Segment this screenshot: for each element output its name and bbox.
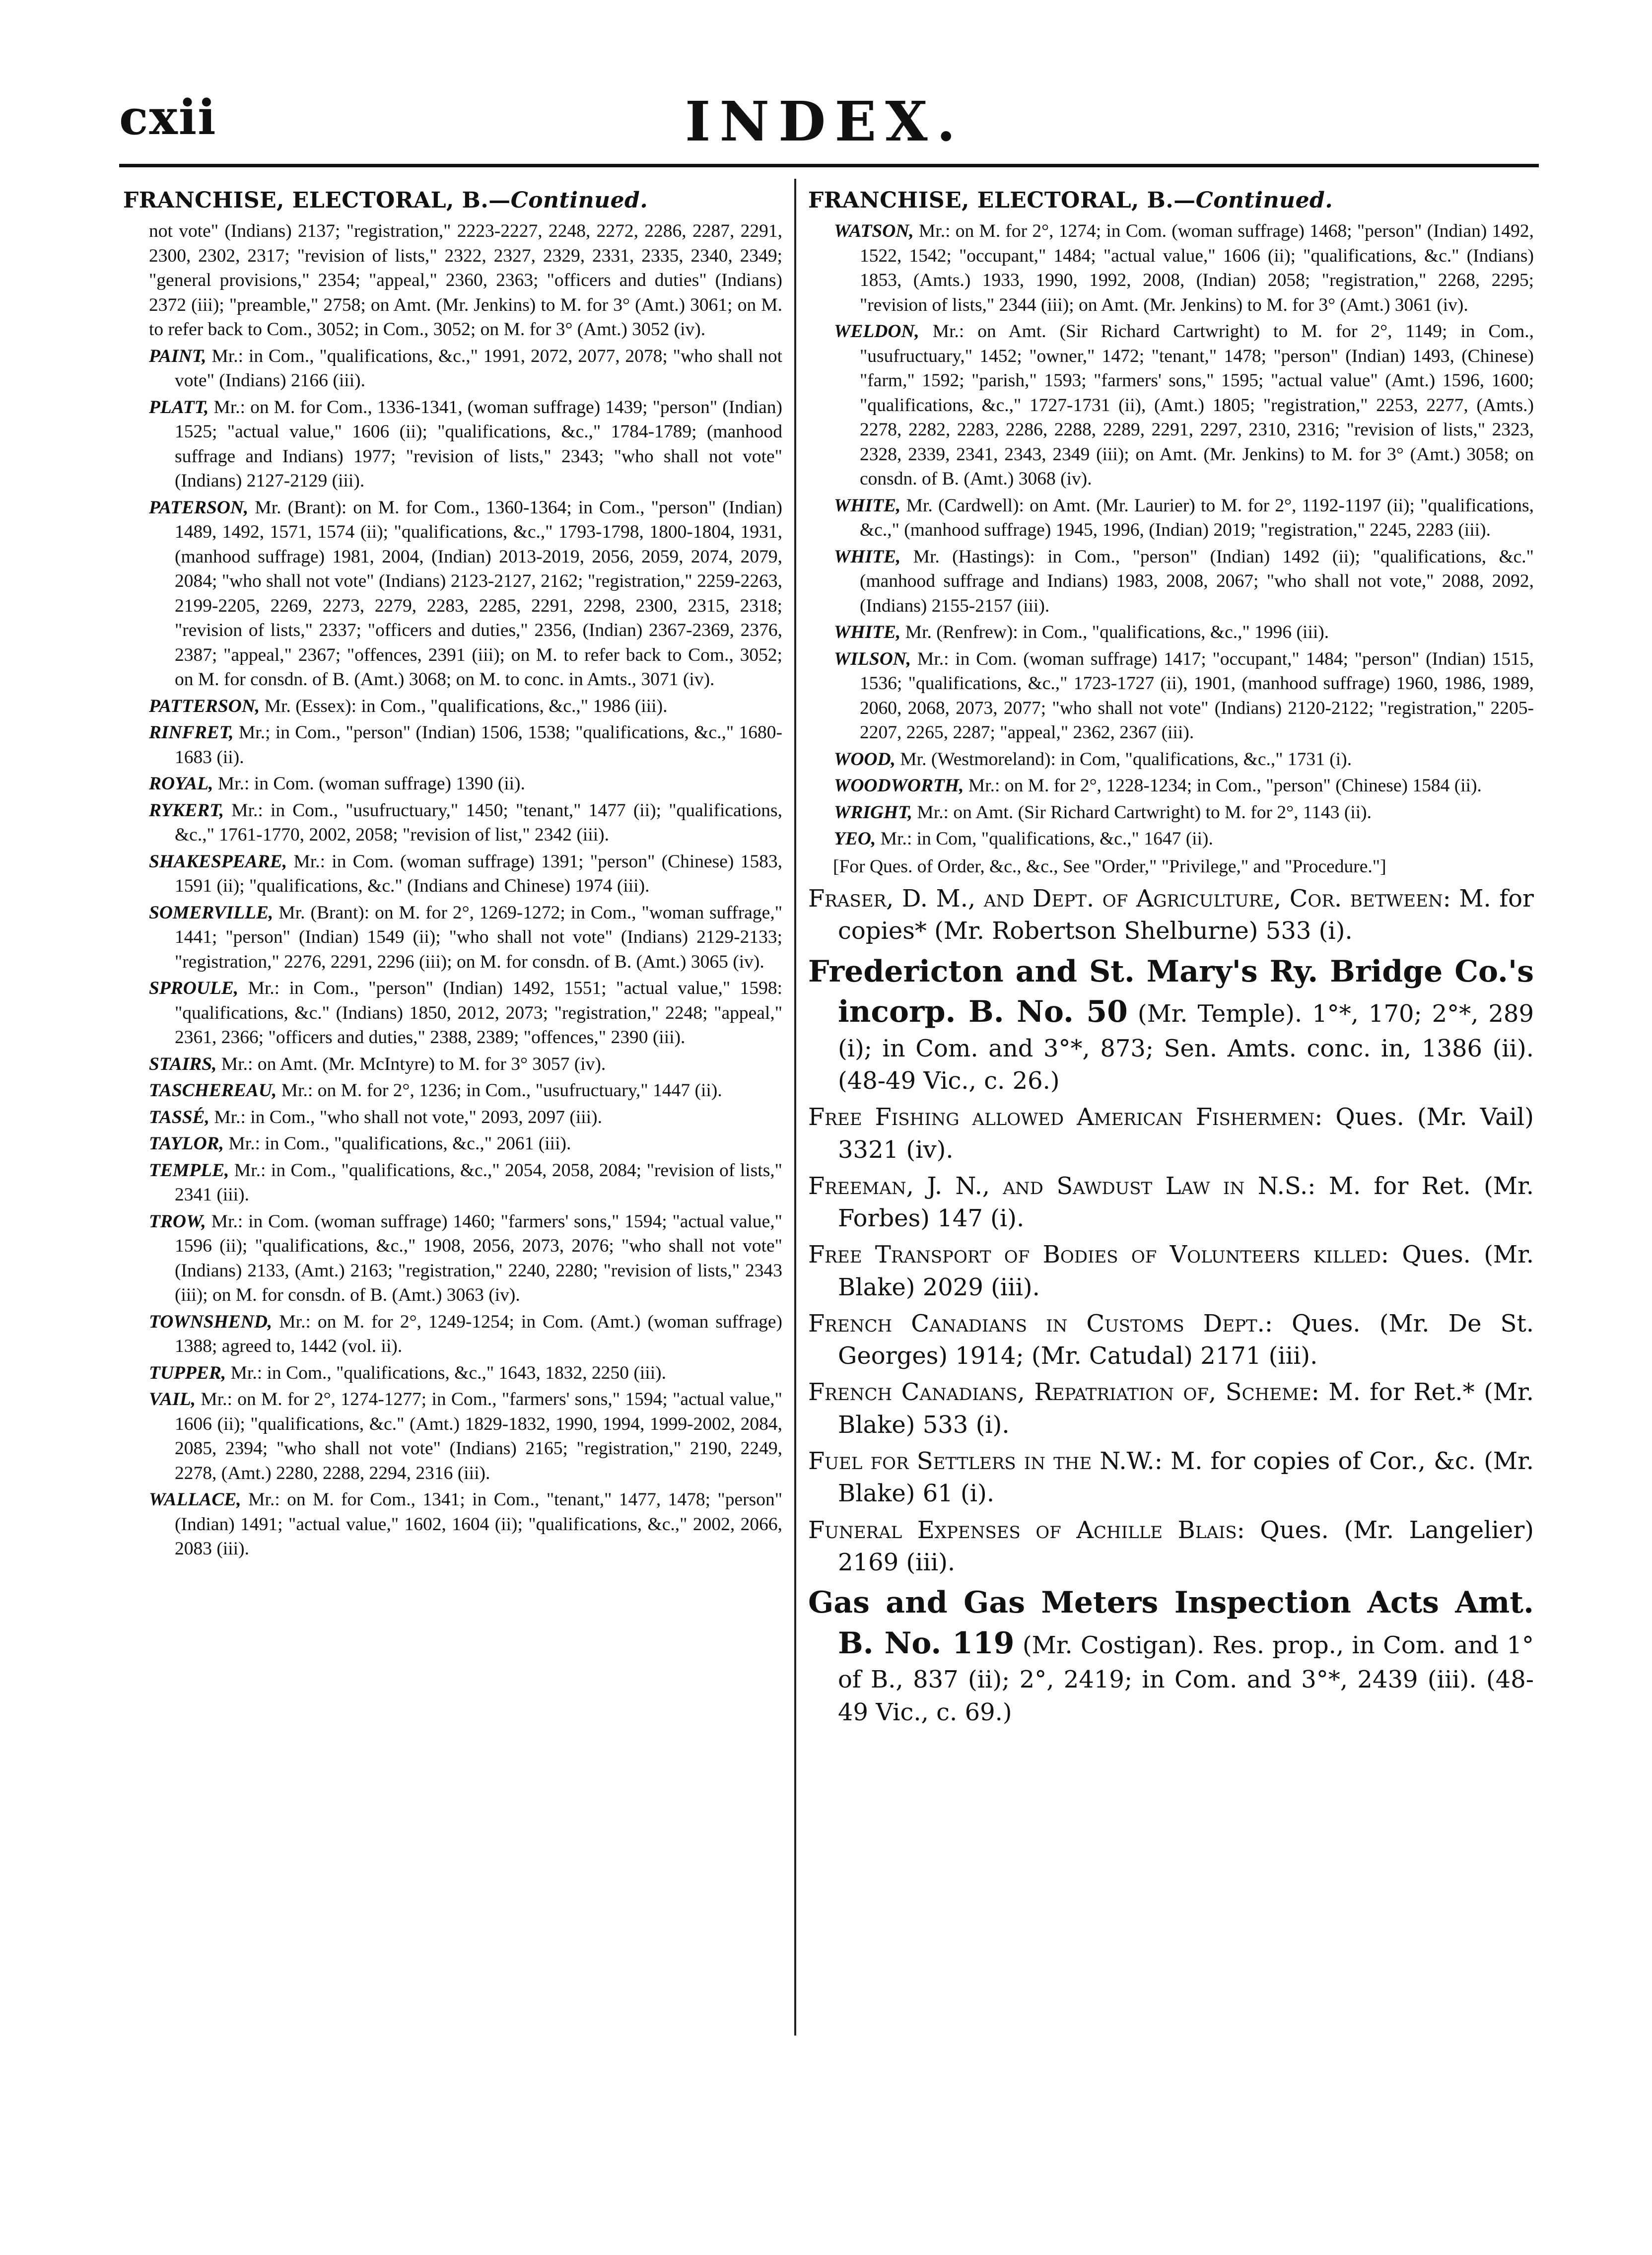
entry-text: Mr.: in Com., "who shall not vote," 2093, 2097 (iii).	[209, 1107, 602, 1128]
entry-text: Mr.: in Com., "qualifications, &c.," 2054, 2058, 2084; "revision of lists," 2341 (iii).	[175, 1160, 782, 1205]
main-entry-heading: Free Fishing allowed American Fishermen:	[808, 1103, 1323, 1131]
index-entry	[149, 1158, 782, 1207]
entry-text: Mr.: in Com., "qualifications, &c.," 1991, 2072, 2077, 2078; "who shall not vote" (Indians) 2166 (iii).	[175, 346, 782, 391]
index-entry	[149, 1361, 782, 1386]
main-entry-text: M. for copies of Cor., &c. (Mr. Blake) 61 (i).	[838, 1447, 1534, 1508]
index-entry	[149, 798, 782, 847]
entry-name: TROW,	[149, 1211, 206, 1232]
entry-text: Mr.: in Com, "qualifications, &c.," 1647 (ii).	[876, 829, 1213, 849]
entry-name: ROYAL,	[149, 774, 213, 794]
entry-name: TOWNSHEND,	[149, 1311, 273, 1332]
header-rule	[119, 164, 1539, 167]
entry-name: WRIGHT,	[834, 802, 913, 823]
entry-text: Mr.; in Com., "person" (Indian) 1506, 1538; "qualifications, &c.," 1680-1683 (ii).	[175, 722, 782, 768]
index-entry	[834, 319, 1534, 492]
entry-text: Mr.: on M. for Com., 1336-1341, (woman suffrage) 1439; "person" (Indian) 1525; "actual value," 1606 (ii); "qualifications, &c.," 1784-1789; (manhood suffrage and Indians) 1977; "revision of lists," 2343; "who shall not vote" (Indians) 2127-2129 (iii).	[175, 397, 782, 492]
entry-text: Mr.: on M. for 2°, 1274; in Com. (woman suffrage) 1468; "person" (Indian) 1492, 1522, 1542; "occupant," 1484; "actual value," 1606 (ii); "qualifications, &c." (Indians) 1853, (Amts.) 1933, 1990, 1992, 2008, (Indian) 2058; "registration," 2268, 2295; "revision of lists," 2344 (iii); on Amt. (Mr. Jenkins) to M. for 3° (Amt.) 3061 (iv).	[860, 221, 1534, 315]
index-entry	[149, 976, 782, 1050]
entry-text: Mr. (Essex): in Com., "qualifications, &c.," 1986 (iii).	[260, 696, 668, 716]
entry-name: SHAKESPEARE,	[149, 851, 287, 872]
main-entry-heading: Gas and Gas Meters Inspection Acts Amt. B. No. 119	[808, 1585, 1534, 1661]
index-entry	[834, 747, 1534, 772]
index-entry	[834, 219, 1534, 317]
main-entries	[808, 883, 1534, 1729]
entry-text: Mr.: in Com., "qualifications, &c.," 1643, 1832, 2250 (iii).	[226, 1362, 667, 1383]
index-entry	[149, 1387, 782, 1485]
entry-text: Mr.: on M. for 2°, 1249-1254; in Com. (Amt.) (woman suffrage) 1388; agreed to, 1442 (vol. ii).	[175, 1311, 782, 1357]
index-entry	[834, 493, 1534, 543]
column-divider	[794, 179, 796, 2036]
entry-text: Mr. (Brant): on M. for 2°, 1269-1272; in Com., "woman suffrage," 1441; "person" (Indian) 1549 (ii); "who shall not vote" (Indians) 2129-2133; "registration," 2276, 2291, 2296 (iii); on M. for consdn. of B. (Amt.) 3065 (iv).	[175, 902, 782, 972]
main-index-entry	[808, 1583, 1534, 1729]
index-entry	[149, 395, 782, 493]
entry-name: PATTERSON,	[149, 696, 260, 716]
entry-text: Mr.: on Amt. (Sir Richard Cartwright) to M. for 2°, 1143 (ii).	[912, 802, 1372, 823]
entry-name: WILSON,	[834, 648, 911, 669]
main-entry-heading: Funeral Expenses of Achille Blais:	[808, 1516, 1245, 1544]
entry-text: Mr.: in Com. (woman suffrage) 1460; "farmers' sons," 1594; "actual value," 1596 (ii); "qualifications, &c.," 1908, 2056, 2073, 2076; "who shall not vote" (Indians) 2133, (Amt.) 2163; "registration," 2240, 2280; "revision of lists," 2343 (iii); on M. for consdn. of B. (Amt.) 3063 (iv).	[175, 1211, 782, 1306]
entry-name: TUPPER,	[149, 1362, 226, 1383]
main-index-entry	[808, 1239, 1534, 1304]
index-entry	[149, 720, 782, 770]
main-entry-heading: French Canadians, Repatriation of, Scheme:	[808, 1378, 1319, 1407]
cross-reference-note: [For Ques. of Order, &c., &c., See "Order," "Privilege," and "Procedure."]	[833, 856, 1386, 877]
index-entry	[149, 772, 782, 796]
index-entry	[149, 495, 782, 692]
main-entry-text: M. for copies* (Mr. Robertson Shelburne) 533 (i).	[838, 885, 1534, 945]
entry-name: PLATT,	[149, 397, 209, 418]
entry-text: Mr.: on M. for 2°, 1228-1234; in Com., "person" (Chinese) 1584 (ii).	[964, 775, 1482, 796]
main-index-entry	[808, 1514, 1534, 1579]
index-entry	[149, 694, 782, 719]
entry-text: Mr.: in Com., "qualifications, &c.," 2061 (iii).	[224, 1133, 571, 1154]
main-index-entry	[808, 952, 1534, 1098]
main-index-entry	[808, 1445, 1534, 1510]
entry-name: WHITE,	[834, 546, 901, 567]
entry-text: Mr.: on Amt. (Mr. McIntyre) to M. for 3° 3057 (iv).	[216, 1054, 606, 1074]
entry-text: Mr. (Cardwell): on Amt. (Mr. Laurier) to M. for 2°, 1192-1197 (ii); "qualifications, &c.," (manhood suffrage) 1945, 1996, (Indian) 2019; "registration," 2245, 2283 (iii).	[860, 495, 1534, 541]
index-entry	[834, 774, 1534, 798]
left-column	[123, 186, 782, 1563]
main-entry-text: M. for Ret. (Mr. Forbes) 147 (i).	[838, 1172, 1534, 1233]
main-index-entry	[808, 1170, 1534, 1235]
left-entries	[123, 344, 782, 1561]
main-entry-text: Ques. (Mr. Langelier) 2169 (iii).	[838, 1516, 1534, 1576]
entry-name: SOMERVILLE,	[149, 902, 274, 923]
entry-text: Mr.: in Com. (woman suffrage) 1391; "person" (Chinese) 1583, 1591 (ii); "qualifications, &c." (Indians and Chinese) 1974 (iii).	[175, 851, 782, 897]
index-entry	[834, 800, 1534, 825]
main-index-entry	[808, 1376, 1534, 1441]
entry-name: WOOD,	[834, 749, 895, 770]
index-entry	[149, 1310, 782, 1359]
index-entry	[834, 827, 1534, 851]
main-entry-text: (Mr. Temple). 1°*, 170; 2°*, 289 (i); in Com. and 3°*, 873; Sen. Amts. conc. in, 1386 (ii). (48-49 Vic., c. 26.)	[838, 1000, 1534, 1095]
entry-text: Mr.: in Com. (woman suffrage) 1390 (ii).	[213, 774, 525, 794]
main-entry-text: Ques. (Mr. Vail) 3321 (iv).	[838, 1103, 1534, 1164]
page-number: cxii	[119, 89, 217, 145]
entry-name: WHITE,	[834, 495, 901, 516]
index-entry	[149, 344, 782, 393]
entry-name: STAIRS,	[149, 1054, 217, 1074]
main-index-entry	[808, 1308, 1534, 1373]
entry-name: TEMPLE,	[149, 1160, 229, 1181]
index-entry	[834, 620, 1534, 645]
entry-name: TASSÉ,	[149, 1107, 209, 1128]
main-entry-text: Ques. (Mr. De St. Georges) 1914; (Mr. Catudal) 2171 (iii).	[838, 1309, 1534, 1370]
index-entry	[834, 647, 1534, 745]
index-entry	[149, 1078, 782, 1103]
main-entry-heading: Fuel for Settlers in the N.W.:	[808, 1447, 1163, 1475]
entry-text: Mr.: on M. for 2°, 1236; in Com., "usufructuary," 1447 (ii).	[276, 1080, 722, 1101]
entry-text: Mr. (Renfrew): in Com., "qualifications, &c.," 1996 (iii).	[900, 622, 1329, 643]
main-entry-text: M. for Ret.* (Mr. Blake) 533 (i).	[838, 1378, 1534, 1439]
entry-name: WHITE,	[834, 622, 901, 643]
entry-text: Mr.: in Com., "person" (Indian) 1492, 1551; "actual value," 1598: "qualifications, &c." (Indians) 1850, 2012, 2073; "registration," 2248; "appeal," 2361, 2366; "officers and duties," 2388, 2389; "offences," 2390 (iii).	[175, 978, 782, 1048]
entry-name: WELDON,	[834, 321, 919, 342]
entry-text: Mr.: on Amt. (Sir Richard Cartwright) to M. for 2°, 1149; in Com., "usufructuary," 1452; "owner," 1472; "tenant," 1478; "person" (Indian) 1493, (Chinese) "farm," 1592; "parish," 1593; "farmers' sons," 1595; "actual value" (Amt.) 1596, 1600; "qualifications, &c.," 1727-1731 (ii), (Amt.) 1805; "registration," 2253, 2277, (Amts.) 2278, 2282, 2283, 2286, 2288, 2289, 2291, 2297, 2310, 2316; "revision of lists," 2323, 2328, 2339, 2341, 2343, 2349 (iii); on Amt. (Mr. Jenkins) to M. for 3° (Amt.) 3058; on consdn. of B. (Amt.) 3068 (iv).	[860, 321, 1534, 490]
entry-text: Mr. (Hastings): in Com., "person" (Indian) 1492 (ii); "qualifications, &c." (manhood suffrage and Indians) 1983, 2008, 2067; "who shall not vote," 2088, 2092, (Indians) 2155-2157 (iii).	[860, 546, 1534, 616]
right-column	[808, 186, 1534, 1733]
main-entry-heading: Fredericton and St. Mary's Ry. Bridge Co.'s incorp. B. No. 50	[808, 954, 1534, 1030]
entry-name: TASCHEREAU,	[149, 1080, 277, 1101]
index-entry	[149, 1131, 782, 1156]
entry-name: WALLACE,	[149, 1489, 241, 1510]
main-entry-heading: Fraser, D. M., and Dept. of Agriculture, Cor. between:	[808, 885, 1451, 913]
main-index-entry	[808, 883, 1534, 948]
entry-name: RYKERT,	[149, 800, 224, 821]
entry-name: TAYLOR,	[149, 1133, 224, 1154]
entry-text: Mr.: on M. for 2°, 1274-1277; in Com., "farmers' sons," 1594; "actual value," 1606 (ii); "qualifications, &c." (Amt.) 1829-1832, 1990, 1994, 1999-2002, 2084, 2085, 2394; "who shall not vote" (Indians) 2165; "registration," 2190, 2249, 2278, (Amt.) 2280, 2288, 2294, 2316 (iii).	[175, 1389, 782, 1483]
index-entry	[149, 901, 782, 975]
entry-name: WATSON,	[834, 221, 914, 242]
page-title: INDEX.	[685, 89, 964, 153]
entry-text: Mr.: on M. for Com., 1341; in Com., "tenant," 1477, 1478; "person" (Indian) 1491; "actual value," 1602, 1604 (ii); "qualifications, &c.," 2002, 2066, 2083 (iii).	[175, 1489, 782, 1559]
section-heading: FRANCHISE, ELECTORAL, B.—Continued.	[808, 188, 1333, 213]
entry-name: WOODWORTH,	[834, 775, 964, 796]
entry-continuation: not vote" (Indians) 2137; "registration," 2223-2227, 2248, 2272, 2286, 2287, 2291, 2300, 2302, 2317; "revision of lists," 2322, 2327, 2329, 2331, 2335, 2340, 2349; "general provisions," 2354; "appeal," 2360, 2363; "officers and duties" (Indians) 2372 (iii); "preamble," 2758; on Amt. (Mr. Jenkins) to M. for 3° (Amt.) 3061; on M. to refer back to Com., 3052; in Com., 3052; on M. for 3° (Amt.) 3052 (iv).	[149, 221, 782, 340]
index-entry	[834, 545, 1534, 619]
index-entry	[149, 1052, 782, 1077]
entry-text: Mr. (Brant): on M. for Com., 1360-1364; in Com., "person" (Indian) 1489, 1492, 1571, 1574 (ii); "qualifications, &c.," 1793-1798, 1800-1804, 1931, (manhood suffrage) 1981, 2004, (Indian) 2013-2019, 2056, 2059, 2074, 2079, 2084; "who shall not vote" (Indians) 2123-2127, 2162; "registration," 2259-2263, 2199-2205, 2269, 2273, 2279, 2283, 2285, 2291, 2298, 2300, 2315, 2318; "revision of lists," 2337; "officers and duties," 2356, (Indian) 2367-2369, 2376, 2387; "appeal," 2367; "offences, 2391 (iii); on M. to refer back to Com., 3052; on M. for consdn. of B. (Amt.) 3068; on M. to conc. in Amts., 3071 (iv).	[175, 497, 782, 690]
entry-name: RINFRET,	[149, 722, 234, 743]
entry-name: PATERSON,	[149, 497, 249, 518]
right-entries	[808, 219, 1534, 851]
entry-name: SPROULE,	[149, 978, 239, 999]
main-entry-text: (Mr. Costigan). Res. prop., in Com. and 1° of B., 837 (ii); 2°, 2419; in Com. and 3°*, 2439 (iii). (48-49 Vic., c. 69.)	[838, 1631, 1534, 1726]
main-entry-heading: Freeman, J. N., and Sawdust Law in N.S.:	[808, 1172, 1316, 1200]
entry-name: VAIL,	[149, 1389, 196, 1410]
main-entry-heading: Free Transport of Bodies of Volunteers killed:	[808, 1241, 1389, 1269]
main-entry-heading: French Canadians in Customs Dept.:	[808, 1309, 1273, 1338]
index-entry	[149, 849, 782, 899]
index-entry	[149, 1487, 782, 1561]
entry-name: YEO,	[834, 829, 876, 849]
main-index-entry	[808, 1101, 1534, 1166]
index-entry	[149, 1209, 782, 1308]
main-entry-text: Ques. (Mr. Blake) 2029 (iii).	[838, 1241, 1534, 1301]
entry-text: Mr.: in Com. (woman suffrage) 1417; "occupant," 1484; "person" (Indian) 1515, 1536; "qualifications, &c.," 1723-1727 (ii), 1901, (manhood suffrage) 1960, 1986, 1989, 2060, 2068, 2073, 2077; "who shall not vote" (Indians) 2120-2122; "registration," 2205-2207, 2265, 2287; "appeal," 2362, 2367 (iii).	[860, 648, 1534, 743]
entry-name: PAINT,	[149, 346, 206, 366]
index-entry	[149, 1105, 782, 1130]
section-heading: FRANCHISE, ELECTORAL, B.—Continued.	[123, 188, 648, 213]
entry-text: Mr.: in Com., "usufructuary," 1450; "tenant," 1477 (ii); "qualifications, &c.," 1761-1770, 2002, 2058; "revision of list," 2342 (iii).	[175, 800, 782, 846]
entry-text: Mr. (Westmoreland): in Com, "qualifications, &c.," 1731 (i).	[895, 749, 1352, 770]
